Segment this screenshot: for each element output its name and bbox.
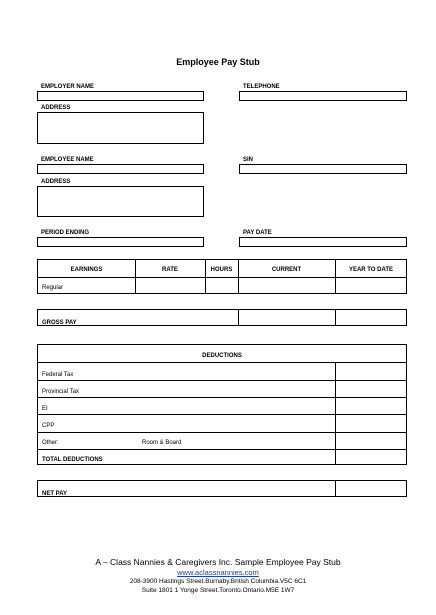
earnings-col-divider <box>335 260 336 293</box>
net-pay-row <box>37 480 407 497</box>
sin-field[interactable] <box>239 164 407 174</box>
provincial-tax-label: Provincial Tax <box>42 389 79 395</box>
gross-pay-divider <box>238 310 239 325</box>
hours-header: HOURS <box>210 267 233 273</box>
earnings-table <box>37 259 407 294</box>
gross-pay-row <box>37 309 407 326</box>
deductions-divider <box>38 432 406 433</box>
period-ending-label: PERIOD ENDING <box>41 230 90 236</box>
cpp-label: CPP <box>42 423 55 429</box>
employee-name-field[interactable] <box>37 164 204 174</box>
ei-label: EI <box>42 406 48 412</box>
page-title: Employee Pay Stub <box>176 57 260 67</box>
current-header: CURRENT <box>271 267 302 273</box>
deductions-divider <box>38 449 406 450</box>
employer-name-field[interactable] <box>37 91 204 101</box>
gross-pay-label: GROSS PAY <box>42 320 77 326</box>
deductions-table <box>37 344 407 465</box>
footer-company-line: A – Class Nannies & Caregivers Inc. Sample Employee Pay Stub <box>95 557 341 567</box>
telephone-field[interactable] <box>239 91 407 101</box>
year-to-date-header: YEAR TO DATE <box>348 267 394 273</box>
deductions-divider <box>38 414 406 415</box>
deductions-divider <box>38 397 406 398</box>
total-deductions-label: TOTAL DEDUCTIONS <box>42 457 103 463</box>
earnings-col-divider <box>135 260 136 293</box>
employee-name-label: EMPLOYEE NAME <box>41 157 94 163</box>
other-label: Other: <box>42 440 59 446</box>
room-board-note: Room & Board <box>142 440 182 446</box>
employer-name-label: EMPLOYER NAME <box>41 84 95 90</box>
telephone-label: TELEPHONE <box>243 84 280 90</box>
regular-row-label: Regular <box>42 285 64 291</box>
footer-address-burnaby: 208-3900 Hastings Street.Burnaby.British Columbia.V5C 6C1 <box>129 578 307 585</box>
net-pay-divider <box>335 481 336 496</box>
deductions-divider <box>38 380 406 381</box>
employee-address-field[interactable] <box>37 186 204 217</box>
employee-address-label: ADDRESS <box>41 179 71 185</box>
earnings-header: EARNINGS <box>70 267 103 273</box>
pay-date-field[interactable] <box>239 237 407 247</box>
employer-address-field[interactable] <box>37 112 204 144</box>
sin-label: SIN <box>243 157 254 163</box>
deductions-col-divider <box>335 362 336 464</box>
deductions-header: DEDUCTIONS <box>202 353 242 359</box>
earnings-header-divider <box>38 277 406 278</box>
earnings-col-divider <box>205 260 206 293</box>
employer-address-label: ADDRESS <box>41 105 71 111</box>
footer-address-toronto: Suite 1801 1 Yonge Street.Toronto.Ontario.M5E 1W7 <box>141 587 295 594</box>
net-pay-label: NET PAY <box>42 491 68 497</box>
gross-pay-divider <box>335 310 336 325</box>
federal-tax-label: Federal Tax <box>42 372 74 378</box>
earnings-col-divider <box>238 260 239 293</box>
pay-date-label: PAY DATE <box>243 230 272 236</box>
footer-website-link[interactable]: www.aclassnannies.com <box>177 568 259 577</box>
rate-header: RATE <box>162 267 178 273</box>
deductions-divider <box>38 362 406 363</box>
period-ending-field[interactable] <box>37 237 204 247</box>
